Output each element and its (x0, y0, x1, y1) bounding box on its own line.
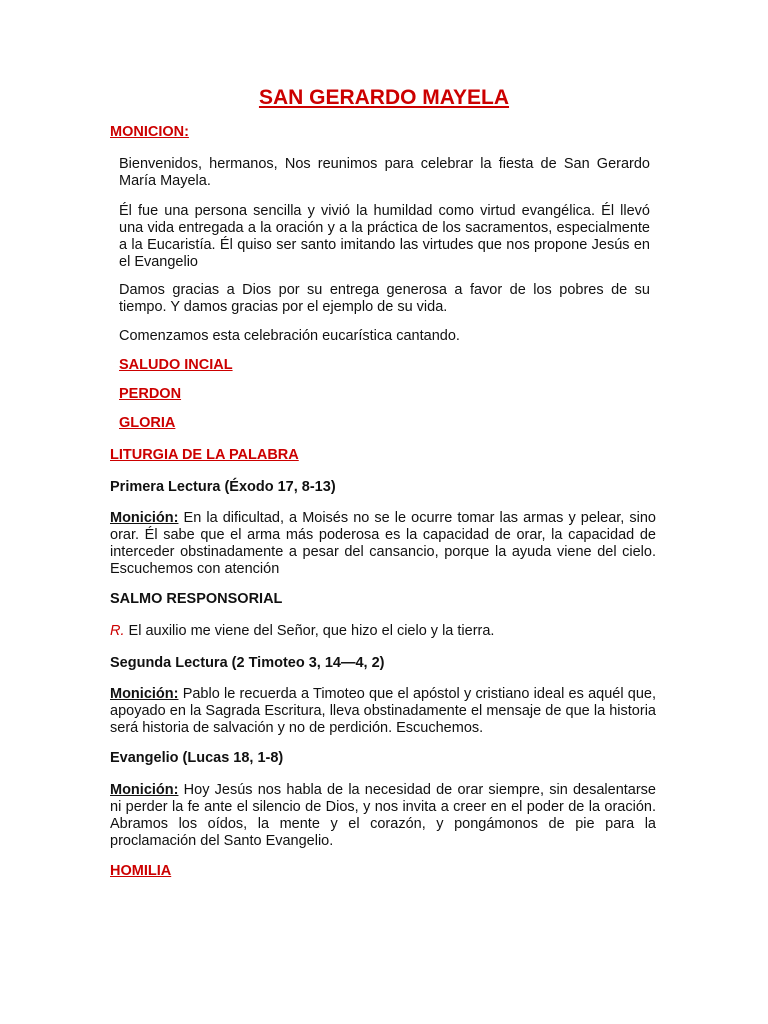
primera-lectura-monicion (110, 510, 656, 578)
homilia-heading: HOMILIA (110, 863, 172, 879)
monicion-text: Pablo le recuerda a Timoteo que el apóstol y cristiano ideal es aquél que, apoyado en la Sagrada Escritura, lleva obstinadamente el mensaje de que la historia será historia de salvación y no de perdición. Escuchemos. (110, 686, 656, 736)
gloria-heading: GLORIA (119, 415, 176, 431)
intro-paragraph-4: Comenzamos esta celebración eucarística cantando. (119, 328, 460, 344)
monicion-heading: MONICION: (110, 124, 189, 140)
segunda-lectura-monicion (110, 686, 656, 737)
intro-paragraph-1: Bienvenidos, hermanos, Nos reunimos para celebrar la fiesta de San Gerardo María Mayela. (119, 156, 650, 189)
salmo-heading: SALMO RESPONSORIAL (110, 591, 283, 607)
salmo-response (110, 623, 656, 640)
evangelio-heading: Evangelio (Lucas 18, 1-8) (110, 750, 284, 766)
intro-paragraph-3: Damos gracias a Dios por su entrega generosa a favor de los pobres de su tiempo. Y damos gracias por el ejemplo de su vida. (119, 282, 650, 315)
intro-paragraph-2: Él fue una persona sencilla y vivió la humildad como virtud evangélica. Él llevó una vida entregada a la oración y a la práctica de los sacramentos, especialmente a la Eucaristía. Él quiso ser santo imitando las virtudes que nos propone Jesús en el Evangelio (119, 203, 650, 270)
evangelio-monicion (110, 782, 656, 850)
response-marker: R. (110, 623, 125, 639)
document-title: SAN GERARDO MAYELA (258, 86, 510, 109)
monicion-label: Monición: (110, 510, 179, 526)
liturgia-heading: LITURGIA DE LA PALABRA (110, 447, 299, 463)
saludo-heading: SALUDO INCIAL (119, 357, 233, 373)
perdon-heading: PERDON (119, 386, 182, 402)
monicion-label: Monición: (110, 782, 179, 798)
primera-lectura-heading: Primera Lectura (Éxodo 17, 8-13) (110, 479, 336, 495)
segunda-lectura-heading: Segunda Lectura (2 Timoteo 3, 14—4, 2) (110, 655, 385, 671)
monicion-text: Hoy Jesús nos habla de la necesidad de orar siempre, sin desalentarse ni perder la fe ante el silencio de Dios, y nos invita a creer en el poder de la oración. Abramos los oídos, la mente y el corazón, y pongámonos de pie para la proclamación del Santo Evangelio. (110, 782, 656, 849)
monicion-label: Monición: (110, 686, 179, 702)
response-text: El auxilio me viene del Señor, que hizo el cielo y la tierra. (124, 623, 495, 639)
monicion-text: En la dificultad, a Moisés no se le ocurre tomar las armas y pelear, sino orar. Él sabe que el arma más poderosa es la capacidad de orar, la capacidad de interceder obstinadamente a pesar del cansancio, porque la ayuda viene del cielo. Escuchemos con atención (110, 510, 656, 577)
